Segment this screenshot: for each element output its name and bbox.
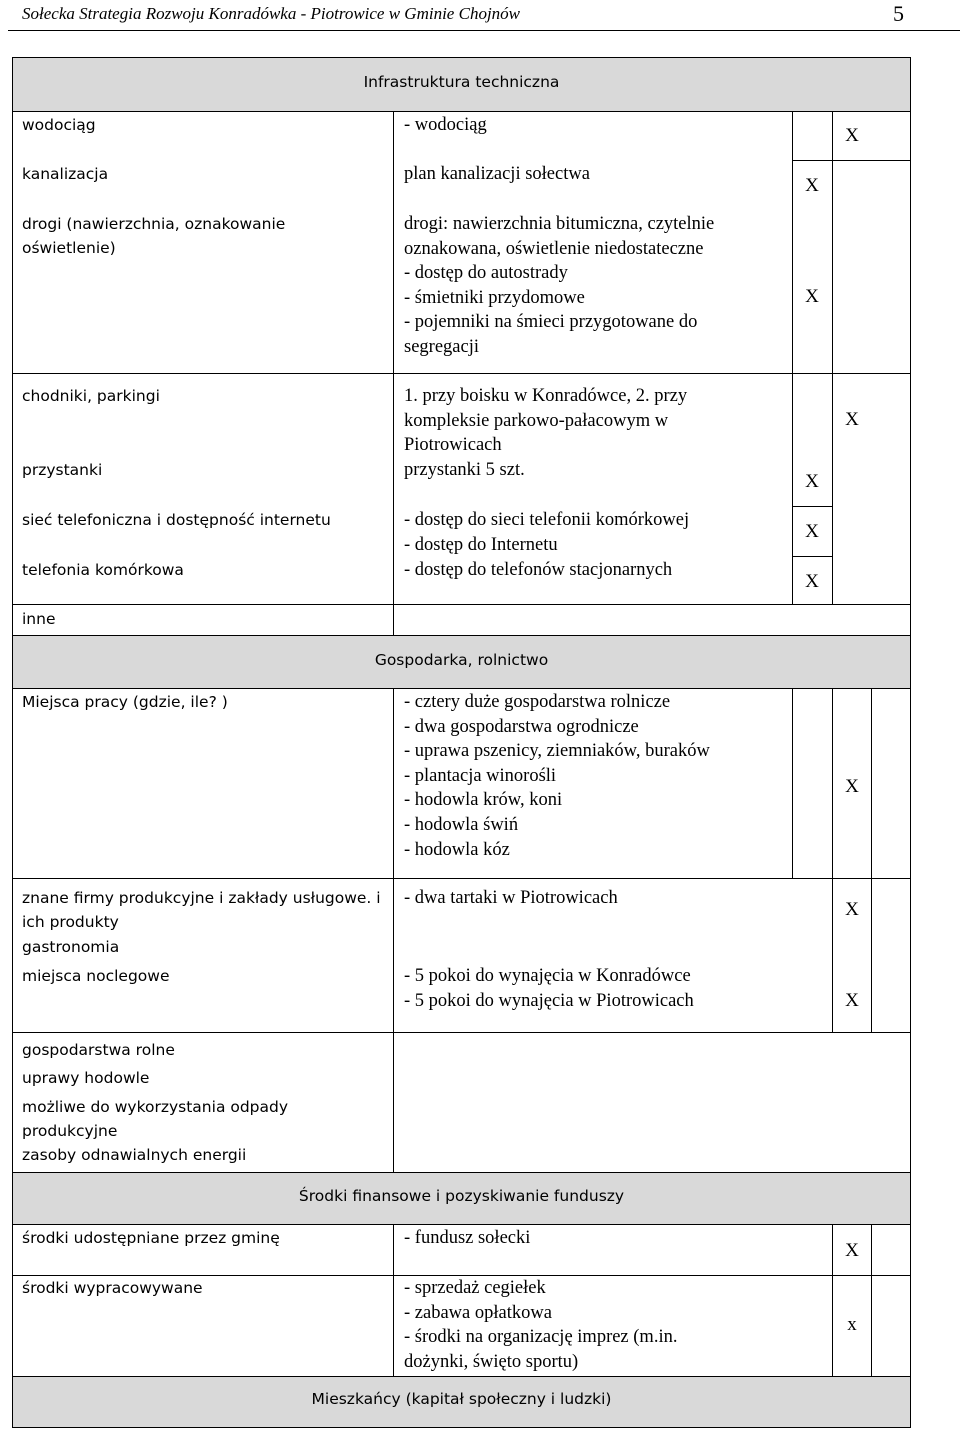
row-divider [12,688,911,689]
desc-miejsca-pracy-4: - plantacja winorośli [404,765,557,786]
column-divider [832,111,833,604]
mark-miejsca-pracy: X [845,776,859,797]
label-srodki-gmina: środki udostępniane przez gminę [22,1229,280,1247]
label-siec: sieć telefoniczna i dostępność internetu [22,511,331,529]
desc-przystanki: przystanki 5 szt. [404,460,525,480]
label-kanalizacja: kanalizacja [22,165,109,183]
label-firmy-1: znane firmy produkcyjne i zakłady usługowe. i [22,889,381,907]
label-gospodarstwa-rolne: gospodarstwa rolne [22,1041,175,1059]
mark-chodniki: X [845,409,859,430]
desc-srodki-wypracowywane-1: - sprzedaż cegiełek [404,1278,546,1298]
mark-siec: X [805,521,819,542]
label-uprawy: uprawy hodowle [22,1069,150,1087]
label-drogi-1: drogi (nawierzchnia, oznakowanie [22,215,286,233]
mark-srodki-wypracowywane: x [847,1314,857,1335]
desc-drogi-3: - dostęp do autostrady [404,263,568,284]
label-inne: inne [22,610,56,628]
desc-srodki-wypracowywane-4: dożynki, święto sportu) [404,1351,579,1372]
label-wodociag: wodociąg [22,116,96,134]
desc-chodniki-3: Piotrowicach [404,435,502,456]
row-divider [12,635,911,636]
cell-divider [792,506,832,507]
desc-chodniki-1: 1. przy boisku w Konradówce, 2. przy [404,386,688,406]
label-miejsca-pracy: Miejsca pracy (gdzie, ile? ) [22,693,228,711]
desc-wodociag: - wodociąg [404,115,487,135]
label-odpady-2: produkcyjne [22,1122,118,1140]
desc-drogi-4: - śmietniki przydomowe [404,287,585,308]
row-divider [12,1224,911,1225]
mark-wodociag: X [845,125,859,146]
label-chodniki: chodniki, parkingi [22,387,160,405]
page-number: 5 [893,1,904,26]
page-header [22,0,938,30]
desc-miejsca-pracy-5: - hodowla krów, koni [404,790,563,811]
cell-divider [792,556,832,557]
document-title: Sołecka Strategia Rozwoju Konradówka - Piotrowice w Gminie Chojnów [22,4,521,23]
column-divider [393,1224,394,1376]
row-divider [12,1032,911,1033]
mark-telefonia: X [805,571,819,592]
desc-srodki-wypracowywane-2: - zabawa opłatkowa [404,1302,552,1323]
desc-miejsca-pracy-6: - hodowla świń [404,815,519,835]
desc-drogi-2: oznakowana, oświetlenie niedostateczne [404,238,704,259]
desc-chodniki-2: kompleksie parkowo-pałacowym w [404,410,669,431]
row-divider [12,878,911,879]
row-divider [12,1172,911,1173]
label-przystanki: przystanki [22,461,103,479]
desc-firmy: - dwa tartaki w Piotrowicach [404,888,618,908]
desc-miejsca-pracy-1: - cztery duże gospodarstwa rolnicze [404,692,671,712]
label-zasoby: zasoby odnawialnych energii [22,1146,247,1164]
row-divider [12,373,911,374]
label-odpady-1: możliwe do wykorzystania odpady [22,1098,289,1116]
cell-divider [832,160,911,161]
mark-firmy: X [845,899,859,920]
desc-kanalizacja: plan kanalizacji sołectwa [404,164,590,184]
desc-siec-2: - dostęp do Internetu [404,534,558,555]
desc-drogi-5: - pojemniki na śmieci przygotowane do [404,312,698,333]
section-title-finanse: Środki finansowe i pozyskiwanie funduszy [298,1187,625,1205]
row-divider [12,1376,911,1377]
label-noclegi: miejsca noclegowe [22,967,170,985]
mark-noclegi: X [845,990,859,1011]
section-title-gospodarka: Gospodarka, rolnictwo [374,651,549,669]
desc-srodki-wypracowywane-3: - środki na organizację imprez (m.in. [404,1327,678,1348]
label-telefonia: telefonia komórkowa [22,561,184,579]
row-divider [12,604,911,605]
mark-drogi: X [805,286,819,307]
mark-przystanki: X [805,471,819,492]
desc-srodki-gmina: - fundusz sołecki [404,1228,531,1248]
mark-kanalizacja: X [805,175,819,196]
desc-noclegi-2: - 5 pokoi do wynajęcia w Piotrowicach [404,990,694,1011]
cell-divider [792,160,832,161]
mark-srodki-gmina: X [845,1240,859,1261]
desc-miejsca-pracy-2: - dwa gospodarstwa ogrodnicze [404,716,639,737]
desc-noclegi-1: - 5 pokoi do wynajęcia w Konradówce [404,966,691,986]
desc-miejsca-pracy-7: - hodowla kóz [404,839,510,860]
label-drogi-2: oświetlenie) [22,239,116,257]
desc-telefonia: - dostęp do telefonów stacjonarnych [404,560,673,580]
section-title-infrastruktura: Infrastruktura techniczna [363,73,560,91]
label-srodki-wypracowywane: środki wypracowywane [22,1279,203,1297]
header-rule [8,30,960,31]
column-divider [393,688,394,1172]
desc-miejsca-pracy-3: - uprawa pszenicy, ziemniaków, buraków [404,741,710,762]
column-divider [393,111,394,635]
desc-drogi-1: drogi: nawierzchnia bitumiczna, czytelnie [404,214,715,234]
row-divider [12,111,911,112]
section-title-mieszkancy: Mieszkańcy (kapitał społeczny i ludzki) [311,1390,612,1408]
label-firmy-2: ich produkty [22,913,119,931]
label-gastronomia: gastronomia [22,938,120,956]
column-divider [792,688,793,878]
desc-drogi-6: segregacji [404,337,479,357]
desc-siec-1: - dostęp do sieci telefonii komórkowej [404,510,690,530]
